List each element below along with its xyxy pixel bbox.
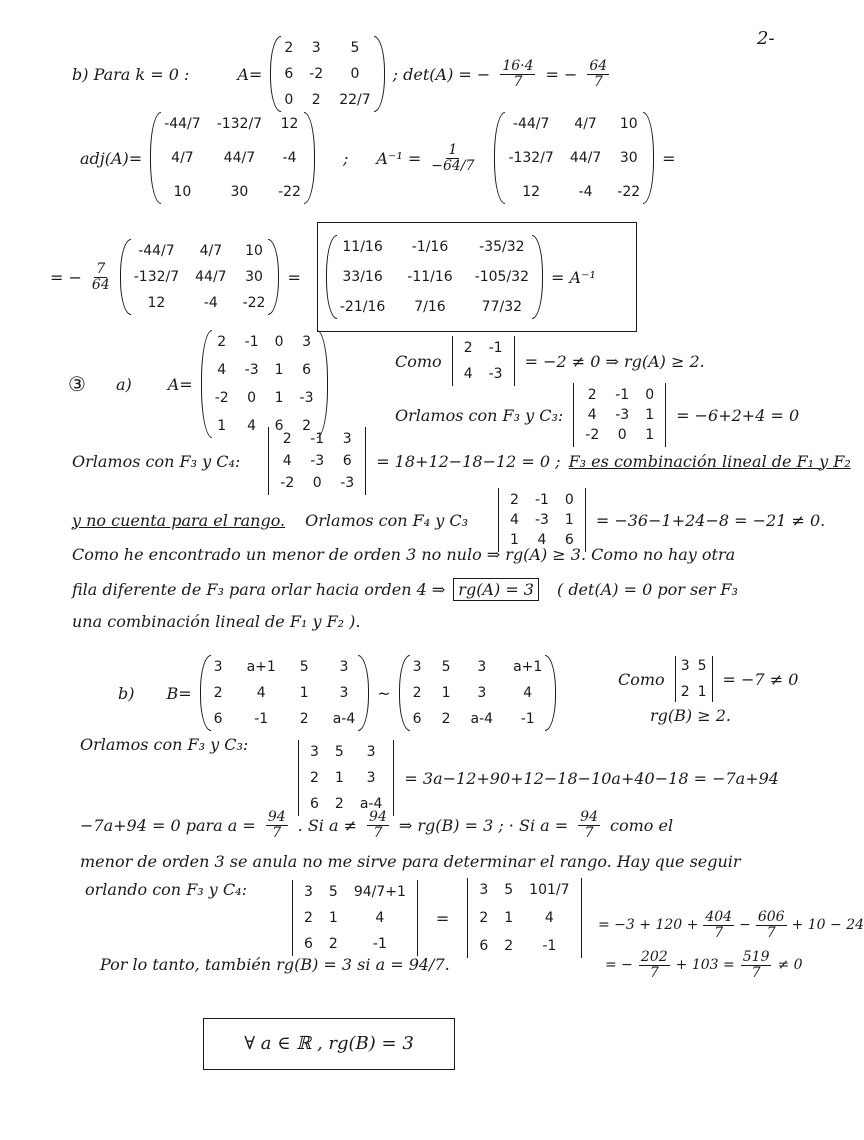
matrix-cell: 1 xyxy=(645,407,655,423)
matrix-b-reordered xyxy=(399,655,557,731)
numerator: 16·4 xyxy=(502,57,534,74)
matrix-cell: 6 xyxy=(302,362,311,378)
text: ≠ 0 xyxy=(777,957,803,974)
matrix-cell: -132/7 xyxy=(216,116,263,132)
determinant xyxy=(496,488,588,552)
matrix-cell: 5 xyxy=(441,659,451,675)
matrix-cell: 5 xyxy=(504,882,514,898)
fraction xyxy=(367,810,389,840)
determinant xyxy=(296,740,396,816)
conclusion: Por lo tanto, también rg(B) = 3 si a = 94/7. xyxy=(100,955,450,974)
matrix-cell: 4 xyxy=(463,366,473,382)
scale-prefix: = − xyxy=(50,267,82,287)
numerator: 519 xyxy=(742,949,770,965)
minor-2x2 xyxy=(450,336,517,386)
paragraph-line: menor de orden 3 se anula no me sirve para determinar el rango. Hay que seguir xyxy=(80,852,741,871)
result-box xyxy=(317,222,637,332)
matrix-cell: -22 xyxy=(242,295,266,311)
equals: = xyxy=(287,267,301,287)
matrix-cell: 22/7 xyxy=(339,92,371,108)
matrix-cell: 6 xyxy=(213,711,223,727)
matrix-cell: 2 xyxy=(479,910,489,926)
matrix-cell: 2 xyxy=(310,770,319,786)
matrix-cell: 2 xyxy=(282,431,292,447)
matrix-cell: 2 xyxy=(302,418,311,434)
matrix-cell: 1 xyxy=(274,390,284,406)
matrix-cell: -1 xyxy=(310,431,325,447)
matrix-cell: 2 xyxy=(412,685,422,701)
matrix-cell: 30 xyxy=(619,150,638,166)
calc-line-1 xyxy=(598,910,864,940)
denominator: 7 xyxy=(593,73,603,90)
orlar2-line xyxy=(290,878,584,958)
matrix-cell: 3 xyxy=(213,659,223,675)
numerator: 202 xyxy=(640,949,668,965)
orlar3-line xyxy=(72,488,825,552)
matrix-cell: 4 xyxy=(375,910,385,926)
text: como el xyxy=(610,815,674,835)
matrix-cell: 2 xyxy=(587,387,597,403)
minor-2x2 xyxy=(673,656,715,702)
matrix-cell: 5 xyxy=(328,884,338,900)
matrix-cell: 4 xyxy=(544,910,554,926)
text: = − xyxy=(605,957,633,974)
matrix-cell: 1 xyxy=(441,685,451,701)
matrix-cell: 0 xyxy=(247,390,257,406)
matrix-cell: 2 xyxy=(213,685,223,701)
matrix-cell: 2 xyxy=(504,938,514,954)
denominator: 7 xyxy=(513,73,523,90)
orlar-label: Orlamos con F₃ y C₄: xyxy=(72,451,241,471)
matrix-cell: -1 xyxy=(542,938,557,954)
matrix-cell: -21/16 xyxy=(339,299,386,315)
denominator: 7 xyxy=(766,924,776,941)
matrix-label: A= xyxy=(237,64,263,84)
note: F₃ es combinación lineal de F₁ y F₂ xyxy=(568,451,851,471)
matrix-cell: 2 xyxy=(510,492,519,508)
determinant xyxy=(465,878,583,958)
matrix-cell: -2 xyxy=(280,475,295,491)
equals: = − xyxy=(545,64,578,84)
matrix-cell: 0 xyxy=(617,427,627,443)
fraction xyxy=(756,910,787,940)
matrix-cell: 30 xyxy=(245,269,263,285)
matrix-cell: 77/32 xyxy=(481,299,523,315)
orlar-result: = −36−1+24−8 = −21 ≠ 0. xyxy=(595,510,826,530)
matrix-cell: -2 xyxy=(585,427,600,443)
text: − xyxy=(739,917,751,934)
matrix-cell: 6 xyxy=(304,936,313,952)
matrix-cell: 4 xyxy=(247,418,257,434)
matrix-b xyxy=(200,655,370,731)
matrix-cell: -1 xyxy=(615,387,630,403)
matrix-cell: 2 xyxy=(334,796,344,812)
denominator: 7 xyxy=(373,824,383,841)
matrix-cell: 44/7 xyxy=(569,150,602,166)
fraction xyxy=(578,810,600,840)
matrix-cell: 11/16 xyxy=(342,239,383,255)
matrix-cell: 2 xyxy=(463,340,473,356)
matrix-cell: 3 xyxy=(412,659,422,675)
minor2-result: = −7 ≠ 0 xyxy=(722,669,799,689)
fraction xyxy=(703,910,734,940)
fraction xyxy=(500,59,535,89)
matrix-cell: -3 xyxy=(615,407,630,423)
note-continued: y no cuenta para el rango. xyxy=(72,510,286,530)
text: ⇒ rg(B) = 3 ; · Si a = xyxy=(398,815,569,835)
matrix-cell: 3 xyxy=(366,770,376,786)
minor2-result: = −2 ≠ 0 ⇒ rg(A) ≥ 2. xyxy=(524,351,705,371)
matrix-cell: -1 xyxy=(254,711,269,727)
matrix-cell: 4 xyxy=(587,407,597,423)
minor2-line xyxy=(618,656,798,702)
matrix-cell: -105/32 xyxy=(474,269,529,285)
similar-sign: ~ xyxy=(377,683,391,703)
adj-label: adj(A)= xyxy=(80,148,143,168)
matrix-cell: 4/7 xyxy=(171,150,194,166)
matrix-cell: 2 xyxy=(217,334,227,350)
matrix-cell: -1/16 xyxy=(411,239,449,255)
orlar-label: Orlamos con F₄ y C₃ xyxy=(305,510,469,530)
matrix-cell: -1 xyxy=(244,334,259,350)
result-matrix xyxy=(326,235,543,319)
exercise-number: ③ xyxy=(68,372,86,396)
matrix-cell: 1 xyxy=(564,512,574,528)
orlar-result: = −6+2+4 = 0 xyxy=(676,405,800,425)
matrix-cell: a+1 xyxy=(513,659,543,675)
numerator: 94 xyxy=(580,809,598,825)
numerator: 94 xyxy=(369,809,387,825)
matrix-cell: 2 xyxy=(304,910,313,926)
matrix-cell: 1 xyxy=(328,910,338,926)
result-suffix: = A⁻¹ xyxy=(551,267,596,287)
matrix-cell: 6 xyxy=(479,938,489,954)
matrix-cell: 6 xyxy=(412,711,422,727)
orlar-label: Orlamos con F₃ y C₃: xyxy=(80,735,249,754)
det-text: ; det(A) = − xyxy=(392,64,491,84)
matrix-cell: -3 xyxy=(488,366,503,382)
matrix-cell: 2 xyxy=(284,40,294,56)
matrix-cell: 3 xyxy=(302,334,311,350)
final-answer-box: ∀ a ∈ ℝ , rg(B) = 3 xyxy=(203,1018,455,1070)
text: fila diferente de F₃ para orlar hacia orden 4 ⇒ xyxy=(72,580,446,599)
matrix-cell: 3 xyxy=(680,658,690,674)
matrix-cell: 33/16 xyxy=(342,269,383,285)
matrix-cell: a-4 xyxy=(332,711,356,727)
matrix-cell: 1 xyxy=(274,362,284,378)
matrix-cell: 4 xyxy=(256,685,266,701)
matrix-cell: 6 xyxy=(310,796,319,812)
determinant xyxy=(266,427,368,495)
matrix-cell: a-4 xyxy=(359,796,383,812)
ex3b-header xyxy=(118,655,556,731)
matrix-cell: -44/7 xyxy=(138,243,175,259)
paragraph-line: Como he encontrado un menor de orden 3 no nulo ⇒ rg(A) ≥ 3. Como no hay otra xyxy=(72,545,736,564)
matrix-cell: 0 xyxy=(274,334,284,350)
matrix-cell: -22 xyxy=(617,184,641,200)
inverse-matrix xyxy=(494,112,654,204)
orlar-label: orlando con F₃ y C₄: xyxy=(85,880,247,899)
matrix-cell: 12 xyxy=(280,116,299,132)
orlar-result: = 3a−12+90+12−18−10a+40−18 = −7a+94 xyxy=(404,768,779,788)
matrix-cell: 44/7 xyxy=(195,269,227,285)
denominator: 7 xyxy=(714,924,724,941)
matrix-cell: 6 xyxy=(274,418,284,434)
matrix-cell: 3 xyxy=(477,685,487,701)
matrix-cell: 6 xyxy=(342,453,352,469)
matrix-cell: -44/7 xyxy=(512,116,550,132)
matrix-cell: -3 xyxy=(534,512,549,528)
paragraph-line xyxy=(72,578,738,601)
part-label: b) xyxy=(118,683,135,703)
matrix-cell: 4 xyxy=(282,453,292,469)
matrix-cell: 4/7 xyxy=(199,243,223,259)
matrix-cell: 30 xyxy=(230,184,249,200)
matrix-cell: 4 xyxy=(537,532,547,548)
como: Como xyxy=(618,669,665,689)
matrix-cell: -3 xyxy=(310,453,325,469)
matrix-cell: 3 xyxy=(479,882,489,898)
matrix-cell: 2 xyxy=(328,936,338,952)
matrix-cell: 10 xyxy=(173,184,192,200)
matrix-a xyxy=(270,36,384,112)
matrix-cell: -4 xyxy=(282,150,297,166)
matrix-cell: 2 xyxy=(299,711,309,727)
matrix-cell: 0 xyxy=(645,387,655,403)
matrix-cell: a-4 xyxy=(470,711,494,727)
matrix-cell: -35/32 xyxy=(479,239,525,255)
matrix-cell: 1 xyxy=(510,532,519,548)
matrix-cell: -2 xyxy=(309,66,324,82)
paragraph-line: una combinación lineal de F₁ y F₂ ). xyxy=(72,612,361,631)
ex3a-header xyxy=(68,330,328,438)
matrix-cell: 1 xyxy=(504,910,514,926)
text: = −3 + 120 + xyxy=(598,917,699,934)
case-line xyxy=(80,810,673,840)
matrix-cell: 10 xyxy=(619,116,638,132)
denominator: 7 xyxy=(751,964,761,981)
matrix-cell: 5 xyxy=(697,658,707,674)
orlar-label: Orlamos con F₃ y C₃: xyxy=(395,405,564,425)
numerator: 94 xyxy=(267,809,286,825)
fraction xyxy=(92,262,110,292)
separator: ; xyxy=(342,148,349,168)
matrix-cell: 1 xyxy=(299,685,309,701)
text: ( det(A) = 0 por ser F₃ xyxy=(556,580,738,599)
fraction xyxy=(587,59,609,89)
matrix-cell: -2 xyxy=(214,390,229,406)
denominator: 7 xyxy=(584,824,594,841)
matrix-cell: -22 xyxy=(278,184,301,200)
matrix-cell: -3 xyxy=(244,362,259,378)
matrix-cell: 12 xyxy=(522,184,541,200)
rank-ge-2: rg(B) ≥ 2. xyxy=(650,706,731,725)
matrix-cell: 94/7+1 xyxy=(353,884,406,900)
adjoint-matrix xyxy=(150,112,315,204)
matrix-cell: 12 xyxy=(147,295,166,311)
matrix-cell: 0 xyxy=(564,492,574,508)
equals: = xyxy=(662,148,676,168)
matrix-cell: 3 xyxy=(304,884,313,900)
matrix-cell: -3 xyxy=(299,390,314,406)
rank-box: rg(A) = 3 xyxy=(453,578,539,601)
matrix-cell: -1 xyxy=(372,936,387,952)
matrix-cell: 2 xyxy=(311,92,321,108)
matrix-cell: 4 xyxy=(510,512,519,528)
matrix-cell: 6 xyxy=(284,66,294,82)
part-1b-header xyxy=(72,36,611,112)
matrix-cell: 2 xyxy=(680,684,690,700)
matrix-cell: 3 xyxy=(339,659,349,675)
scaled-line xyxy=(50,222,637,332)
numerator: 64 xyxy=(589,57,608,74)
denominator: 7 xyxy=(272,824,282,841)
matrix-cell: 2 xyxy=(441,711,451,727)
matrix-cell: 7/16 xyxy=(414,299,446,315)
matrix-cell: 101/7 xyxy=(529,882,570,898)
minor2-line xyxy=(395,336,705,386)
matrix-cell: 44/7 xyxy=(223,150,256,166)
orlar1-line xyxy=(296,740,779,816)
matrix-cell: 3 xyxy=(310,744,319,760)
numerator: 404 xyxy=(705,909,733,925)
denominator: 7 xyxy=(649,964,659,981)
matrix-cell: -1 xyxy=(520,711,535,727)
denominator: −64/7 xyxy=(431,157,475,174)
matrix-cell: -1 xyxy=(488,340,503,356)
matrix-cell: 0 xyxy=(350,66,360,82)
text: . Si a ≠ xyxy=(297,815,358,835)
text: + 103 = xyxy=(675,957,735,974)
matrix-cell: 0 xyxy=(312,475,322,491)
fraction xyxy=(266,810,288,840)
matrix-cell: 0 xyxy=(284,92,294,108)
fraction xyxy=(741,950,772,980)
matrix-cell: 4 xyxy=(523,685,533,701)
matrix-cell: -132/7 xyxy=(133,269,180,285)
equals: = xyxy=(435,908,450,928)
orlar-result: = 18+12−18−12 = 0 ; xyxy=(376,451,561,471)
matrix-cell: 1 xyxy=(217,418,227,434)
matrix-cell: 5 xyxy=(299,659,309,675)
matrix-cell: 1 xyxy=(697,684,707,700)
matrix-cell: 10 xyxy=(245,243,263,259)
matrix-cell: -4 xyxy=(578,184,593,200)
denominator: 64 xyxy=(91,276,110,293)
matrix-cell: 1 xyxy=(334,770,344,786)
matrix-cell: -132/7 xyxy=(508,150,554,166)
orlar2-line xyxy=(72,427,851,495)
text: + 10 − 24 xyxy=(791,917,864,934)
part-label: a) xyxy=(115,374,132,394)
matrix-cell: a+1 xyxy=(246,659,276,675)
page-number: 2- xyxy=(757,28,775,49)
matrix-cell: -44/7 xyxy=(164,116,201,132)
matrix-cell: 4 xyxy=(217,362,227,378)
matrix-cell: 3 xyxy=(342,431,352,447)
matrix-cell: 6 xyxy=(564,532,574,548)
part-label: b) Para k = 0 : xyxy=(72,64,190,84)
numerator: 1 xyxy=(448,141,458,158)
fraction xyxy=(639,950,670,980)
como: Como xyxy=(395,351,442,371)
matrix-cell: -3 xyxy=(340,475,355,491)
numerator: 606 xyxy=(757,909,785,925)
matrix-cell: -1 xyxy=(534,492,549,508)
calc-line-2 xyxy=(605,950,803,980)
scaled-matrix xyxy=(120,239,280,315)
matrix-cell: 5 xyxy=(334,744,344,760)
matrix-cell: 3 xyxy=(339,685,349,701)
matrix-cell: 1 xyxy=(645,427,655,443)
matrix-cell: -11/16 xyxy=(407,269,453,285)
inverse-label: A⁻¹ = xyxy=(376,148,422,168)
matrix-cell: 5 xyxy=(350,40,360,56)
matrix-cell: 3 xyxy=(477,659,487,675)
adjoint-line xyxy=(80,112,676,204)
matrix-cell: -4 xyxy=(203,295,218,311)
matrix-cell: 3 xyxy=(366,744,376,760)
text: −7a+94 = 0 para a = xyxy=(80,815,256,835)
matrix-label: B= xyxy=(166,683,192,703)
determinant xyxy=(290,880,420,956)
numerator: 7 xyxy=(96,260,106,277)
fraction xyxy=(431,143,474,173)
matrix-cell: 3 xyxy=(311,40,321,56)
matrix-a-4x4 xyxy=(201,330,328,438)
matrix-label: A= xyxy=(167,374,193,394)
matrix-cell: 4/7 xyxy=(574,116,597,132)
